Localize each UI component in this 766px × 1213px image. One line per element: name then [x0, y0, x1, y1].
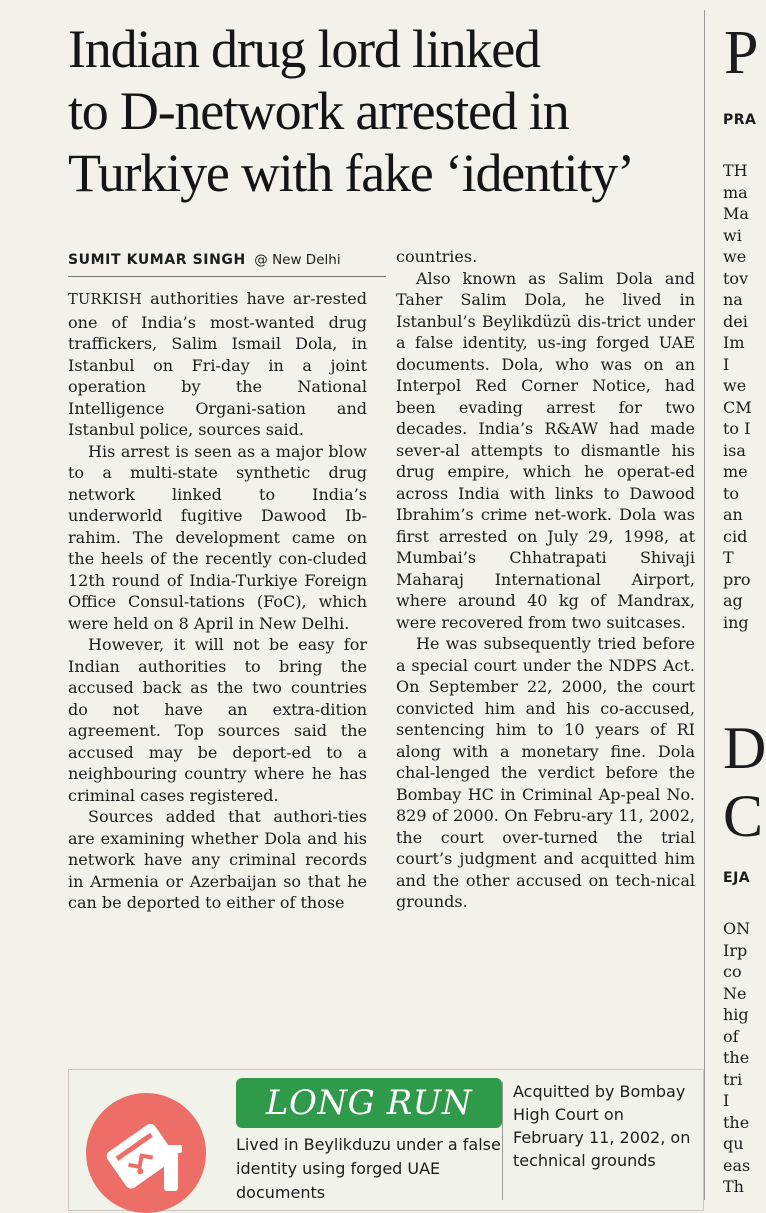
passport-blade-icon	[86, 1093, 206, 1213]
article-column-1	[68, 288, 367, 914]
headline-line: Indian drug lord linked	[68, 19, 540, 79]
column-divider	[704, 10, 705, 1200]
paragraph-text: authorities have ar-rested one of India’s most-wanted drug traffickers, Salim Ismail Dola, in Istanbul on Fri-day in a joint operation by the National Intelligence Organi-sation and Istanbul police, sources said.	[68, 289, 367, 439]
adjacent-text-fragment: the	[723, 1048, 750, 1067]
adjacent-byline: EJA	[723, 870, 751, 886]
adjacent-text-fragment: to	[723, 483, 740, 503]
adjacent-text-fragment: TH	[723, 161, 748, 180]
adjacent-text-fragment: the	[723, 1112, 750, 1132]
adjacent-text-fragment: wi	[723, 225, 742, 245]
paragraph	[68, 288, 367, 441]
adjacent-article-fragment	[720, 0, 766, 1200]
adjacent-text-fragment: pro	[723, 569, 751, 589]
adjacent-text-fragment: qu	[723, 1134, 744, 1153]
adjacent-text-fragment: me	[723, 462, 748, 481]
paragraph: Sources added that authori-ties are examining whether Dola and his network have any criminal records in Armenia or Azerbaijan so that he can be deported to either of those	[68, 807, 367, 912]
headline	[68, 18, 708, 204]
headline-line: to D-network arrested in	[68, 81, 569, 141]
adjacent-text-fragment: tov	[723, 268, 749, 288]
adjacent-text-fragment: dei	[723, 311, 748, 331]
adjacent-text-fragment: ma	[723, 182, 748, 202]
adjacent-text-fragment: ing	[723, 612, 749, 632]
adjacent-text-fragment: Th	[723, 1177, 744, 1196]
adjacent-headline-letter: P	[724, 19, 759, 87]
lead-in: TURKISH	[68, 292, 143, 308]
adjacent-text-fragment: ON	[723, 919, 751, 938]
dateline: @ New Delhi	[254, 252, 341, 268]
info-box-divider	[502, 1082, 503, 1200]
adjacent-text-fragment: isa	[723, 440, 746, 460]
adjacent-text-fragment: Ma	[723, 204, 749, 223]
adjacent-text-fragment: hig	[723, 1005, 749, 1024]
paragraph: countries.	[396, 247, 478, 266]
adjacent-text-fragment: we	[723, 376, 747, 395]
adjacent-text-fragment: Irp	[723, 940, 748, 960]
adjacent-text-fragment: ag	[723, 591, 743, 610]
info-box-left-text: Lived in Beylikduzu under a false identity using forged UAE documents	[236, 1135, 501, 1202]
adjacent-text-fragment: I	[723, 1091, 730, 1110]
paragraph: However, it will not be easy for Indian authorities to bring the accused back as the two countries do not have an extra-dition agreement. Top sources said the accused may be deport-ed to a neighbouring country where he has criminal cases registered.	[68, 635, 367, 805]
adjacent-text-fragment: T	[723, 548, 734, 567]
adjacent-text-fragment: I	[723, 354, 730, 374]
adjacent-text-fragment: na	[723, 290, 743, 309]
adjacent-text-fragment: of	[723, 1026, 739, 1046]
long-run-badge: LONG RUN	[236, 1078, 502, 1128]
article-column-2	[396, 246, 695, 913]
paragraph: He was subsequently tried before a special court under the NDPS Act. On September 22, 2000, the court convicted him and his co-accused, sentencing him to 10 years of RI along with a monetary fine. Dola chal-lenged the verdict before the Bombay HC in Criminal Ap-peal No. 829 of 2000. On Febru-ary 11, 2002, the court over-turned the trial court’s judgment and acquitted him and the other accused on tech-nical grounds.	[396, 634, 695, 911]
adjacent-text-fragment: to I	[723, 419, 751, 438]
info-box-right-text: Acquitted by Bombay High Court on February 11, 2002, on technical grounds	[513, 1082, 691, 1170]
adjacent-text-fragment: eas	[723, 1155, 751, 1175]
adjacent-text-fragment: Im	[723, 333, 745, 352]
adjacent-byline: PRA	[723, 112, 757, 128]
adjacent-text-fragment: tri	[723, 1069, 743, 1089]
byline	[68, 252, 341, 268]
adjacent-text-fragment: co	[723, 962, 742, 981]
adjacent-text-fragment: Ne	[723, 983, 747, 1003]
adjacent-text-fragment: cid	[723, 526, 748, 546]
headline-line: Turkiye with fake ‘identity’	[68, 143, 634, 203]
adjacent-text-fragment: we	[723, 247, 747, 266]
paragraph: Also known as Salim Dola and Taher Salim Dola, he lived in Istanbul’s Beylikdüzü dis-trict under a false identity, us-ing forged UAE documents. Dola, who was on an Interpol Red Corner Notice, had been evading arrest for two decades. India’s R&AW had made sever-al attempts to dismantle his drug empire, which he operat-ed across India with links to Dawood Ibrahim’s crime net-work. Dola was first arrested on July 29, 1998, at Mumbai’s Chhatrapati Shivaji Maharaj International Airport, where around 40 kg of Mandrax, were recovered from two suitcases.	[396, 268, 695, 632]
paragraph: His arrest is seen as a major blow to a multi-state synthetic drug network linked to India’s underworld fugitive Dawood Ib-rahim. The development came on the heels of the recently con-cluded 12th round of India-Turkiye Foreign Office Consul-tations (FoC), which were held on 8 April in New Delhi.	[68, 441, 367, 633]
author-name: SUMIT KUMAR SINGH	[68, 252, 246, 268]
adjacent-text-fragment: an	[723, 505, 743, 524]
adjacent-headline-letter: D	[723, 715, 766, 781]
byline-rule	[68, 276, 386, 277]
adjacent-text-fragment: CM	[723, 397, 752, 417]
adjacent-headline-letter: C	[723, 783, 764, 849]
